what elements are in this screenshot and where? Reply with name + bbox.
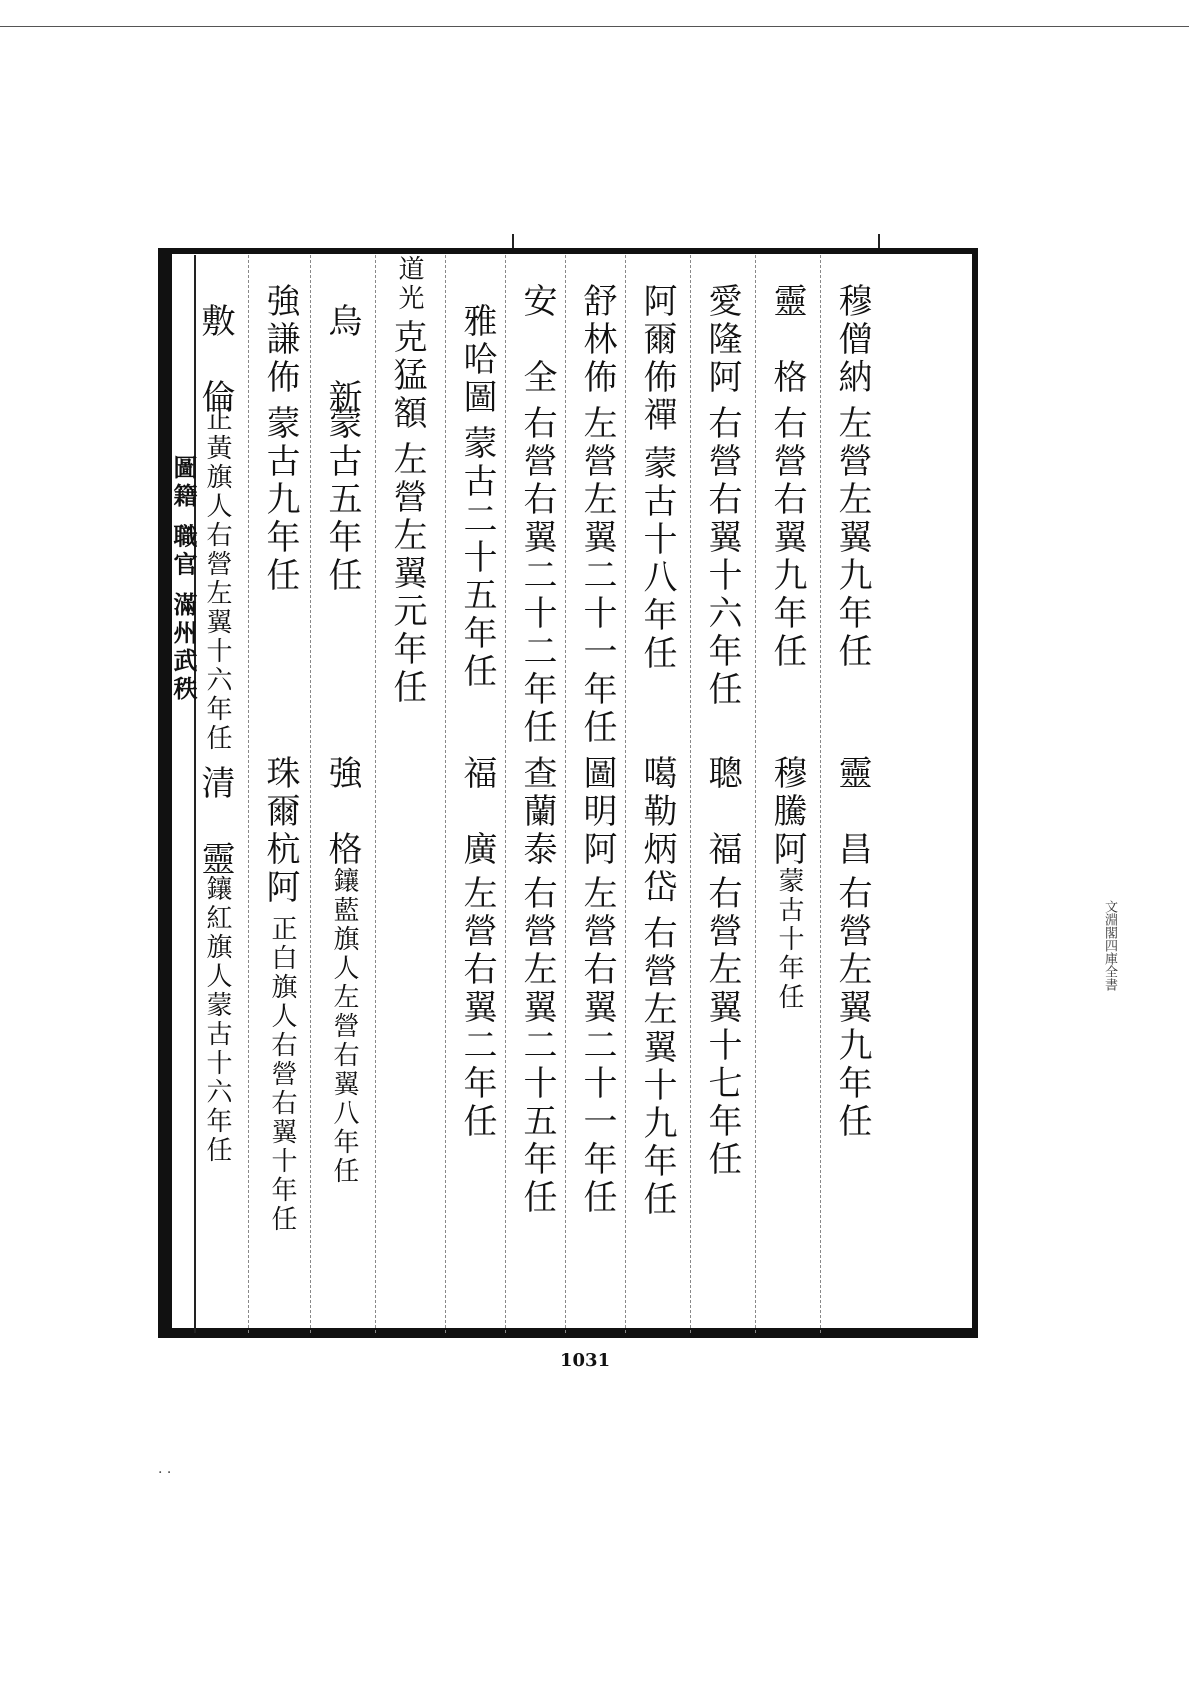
official-name: 查蘭泰 (517, 755, 557, 869)
appointment-note: 蒙古十年任 (774, 867, 804, 1012)
official-name: 克猛額 (387, 319, 427, 433)
appointment-note: 鑲紅旗人蒙古十六年任 (202, 875, 232, 1165)
appointment-note: 正黃旗人右營左翼十六年任 (202, 405, 232, 753)
official-name: 阿爾佈禪 (637, 283, 677, 435)
official-name: 噶勒炳岱 (637, 755, 677, 907)
side-note: 文淵閣四庫全書 (1102, 900, 1117, 991)
column-entry (820, 255, 888, 1333)
column-entry (375, 255, 443, 1333)
appointment-note: 左營右翼二十一年任 (577, 875, 617, 1217)
appointment-note: 左營左翼二十一年任 (577, 405, 617, 747)
official-name: 烏 新 (322, 303, 362, 417)
column-entry (565, 255, 633, 1333)
official-name: 強謙佈 (260, 283, 300, 397)
official-name: 珠爾杭阿 (260, 755, 300, 907)
official-name: 雅哈圖 (457, 303, 497, 417)
appointment-note: 左營左翼元年任 (387, 441, 427, 707)
appointment-note: 蒙古十八年任 (637, 445, 677, 673)
appointment-note: 右營左翼二十五年任 (517, 875, 557, 1217)
column-entry (505, 255, 573, 1333)
appointment-note: 正白旗人右營右翼十年任 (267, 915, 297, 1234)
appointment-note: 右營左翼十七年任 (702, 875, 742, 1179)
appointment-note: 左營右翼二年任 (457, 875, 497, 1141)
appointment-note: 蒙古二十五年任 (457, 425, 497, 691)
official-name: 清 靈 (195, 765, 235, 879)
official-name: 福 廣 (457, 755, 497, 869)
scan-specks: · · (158, 1465, 172, 1481)
official-name: 強 格 (322, 755, 362, 869)
official-name: 圖明阿 (577, 755, 617, 869)
official-name: 穆騰阿 (767, 755, 807, 869)
top-rule (0, 26, 1189, 27)
official-name: 聰 福 (702, 755, 742, 869)
appointment-note: 右營右翼十六年任 (702, 405, 742, 709)
official-name: 穆僧納 (832, 283, 872, 397)
page-number: 1031 (560, 1350, 611, 1371)
appointment-note: 蒙古五年任 (322, 405, 362, 595)
official-name: 靈 昌 (832, 755, 872, 869)
column-entry (755, 255, 823, 1333)
column-entry (180, 255, 246, 1333)
appointment-note: 蒙古九年任 (260, 405, 300, 595)
appointment-note: 右營右翼九年任 (767, 405, 807, 671)
official-name: 靈 格 (767, 283, 807, 397)
appointment-note: 右營右翼二十二年任 (517, 405, 557, 747)
appointment-note: 右營左翼九年任 (832, 875, 872, 1141)
margin-title: 圖籍 職官 滿州武秩 (169, 455, 198, 704)
column-entry (310, 255, 378, 1333)
appointment-note: 左營左翼九年任 (832, 405, 872, 671)
official-name: 敷 倫 (195, 303, 235, 417)
appointment-note: 鑲藍旗人左營右翼八年任 (329, 867, 359, 1186)
era-label: 道光 (394, 255, 424, 313)
official-name: 愛隆阿 (702, 283, 742, 397)
column-entry (625, 255, 693, 1333)
official-name: 安 全 (517, 283, 557, 397)
column-entry (445, 255, 513, 1333)
appointment-note: 右營左翼十九年任 (637, 915, 677, 1219)
column-entry (690, 255, 758, 1333)
column-entry (248, 255, 316, 1333)
official-name: 舒林佈 (577, 283, 617, 397)
